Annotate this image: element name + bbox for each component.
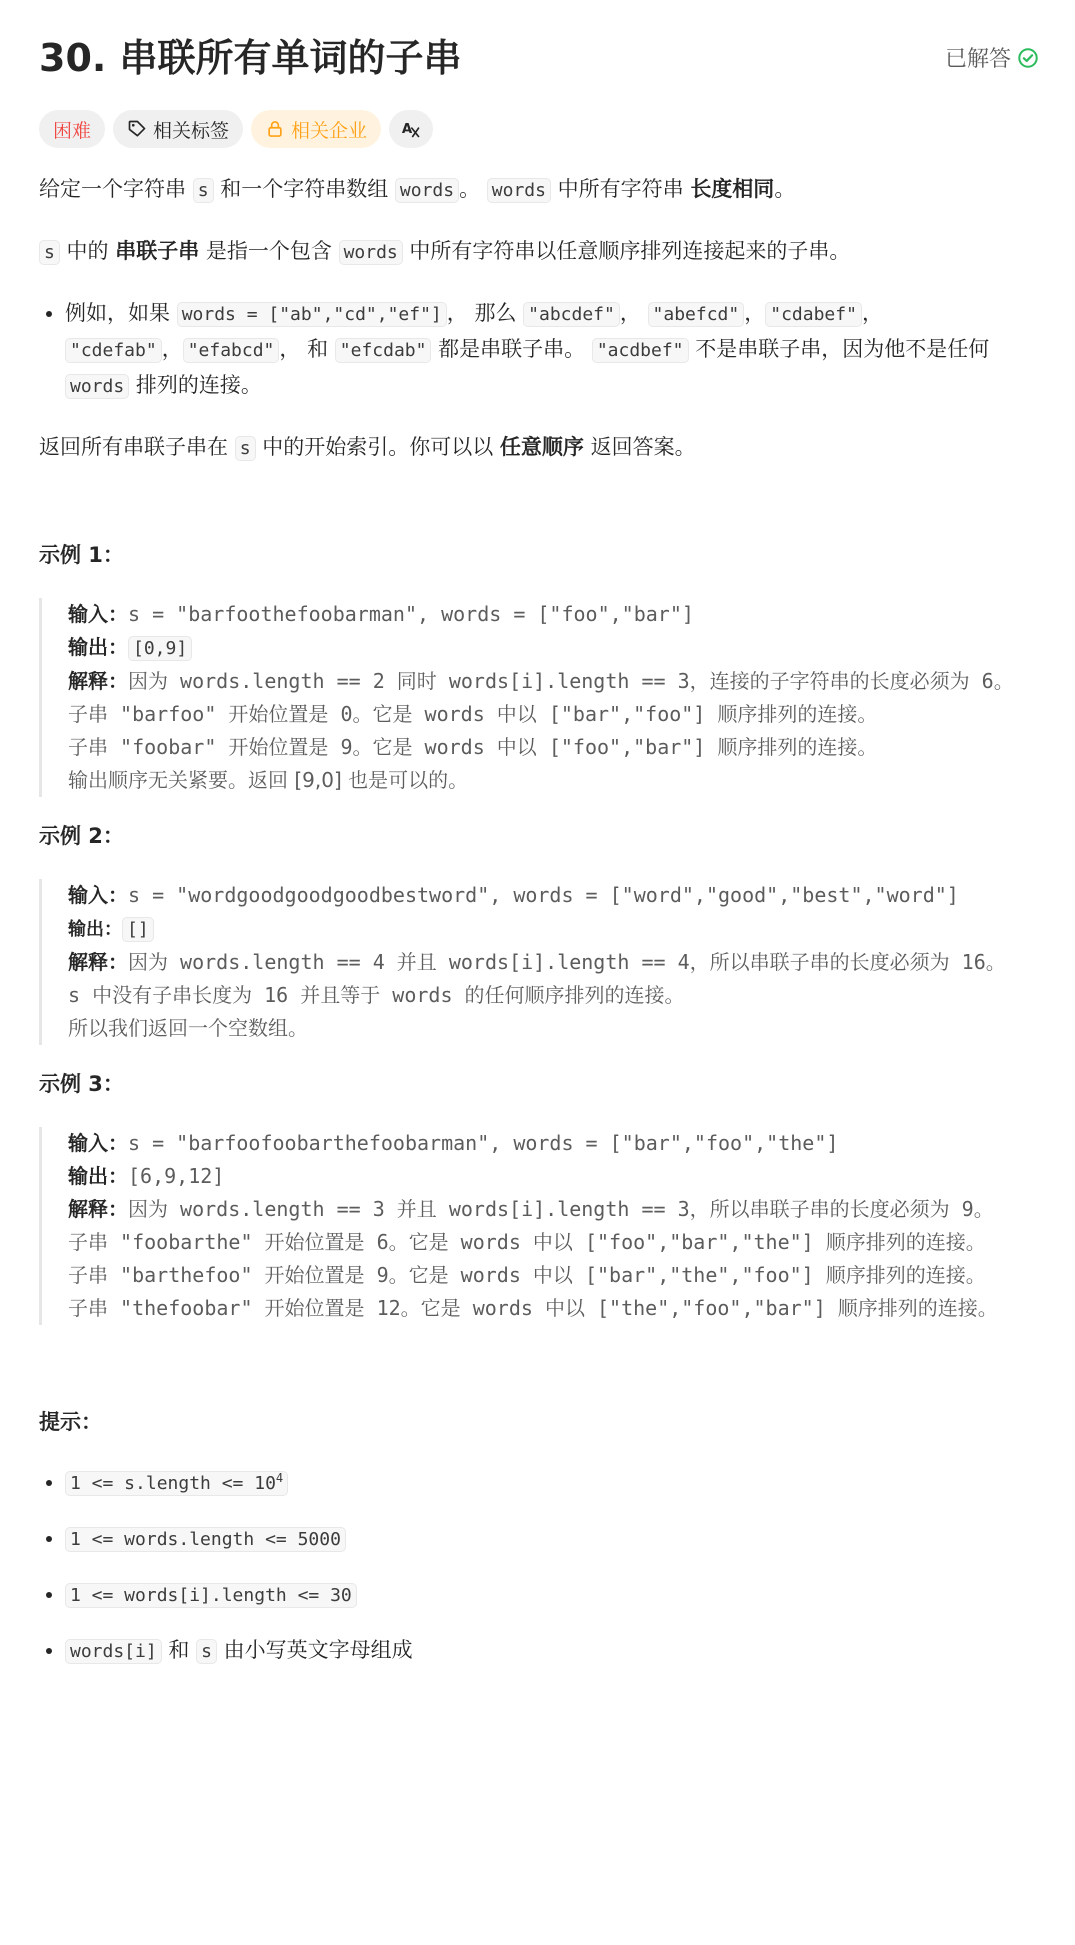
inline-code: words bbox=[339, 240, 403, 265]
inline-code: "cdabef" bbox=[765, 302, 862, 327]
inline-code: "efabcd" bbox=[183, 338, 280, 363]
text: 由小写英文字母组成 bbox=[216, 1638, 413, 1662]
text: 中的 bbox=[59, 239, 116, 263]
problem-header bbox=[39, 30, 1039, 90]
text: 中所有字符串以任意顺序排列连接起来的子串。 bbox=[402, 239, 851, 263]
constraint-item bbox=[65, 1521, 1039, 1557]
problem-description bbox=[39, 172, 1039, 1689]
example-1-output bbox=[68, 631, 1039, 665]
output-label: 输出： bbox=[68, 919, 122, 940]
explanation-line: s 中没有子串长度为 16 并且等于 words 的任何顺序排列的连接。 bbox=[68, 983, 685, 1007]
inline-code: s bbox=[39, 240, 60, 265]
text: ， 和 bbox=[279, 337, 335, 361]
text: 返回答案。 bbox=[583, 435, 696, 459]
tag-icon bbox=[127, 119, 147, 139]
text: ， bbox=[744, 301, 766, 325]
explanation-label: 解释： bbox=[68, 1197, 128, 1221]
example-3-explanation bbox=[68, 1193, 1039, 1226]
inline-code: 1 <= words.length <= 5000 bbox=[65, 1527, 346, 1552]
input-label: 输入： bbox=[68, 1131, 128, 1155]
input-label: 输入： bbox=[68, 602, 128, 626]
explanation-label: 解释： bbox=[68, 950, 128, 974]
inline-code: words bbox=[487, 178, 551, 203]
inline-code: "cdefab" bbox=[65, 338, 162, 363]
tag-row bbox=[39, 110, 433, 148]
text: 都是串联子串。 bbox=[431, 337, 592, 361]
text: 和 bbox=[161, 1638, 197, 1662]
inline-code: "efcdab" bbox=[335, 338, 432, 363]
description-paragraph-3 bbox=[39, 430, 1039, 466]
svg-text:A: A bbox=[401, 122, 413, 138]
text: 例如，如果 bbox=[65, 301, 177, 325]
explanation-line: 子串 "foobar" 开始位置是 9。它是 words 中以 ["foo","bar"] 顺序排列的连接。 bbox=[68, 735, 878, 759]
example-1-explanation bbox=[68, 665, 1039, 698]
explanation-line: 因为 words.length == 2 同时 words[i].length == 3，连接的子字符串的长度必须为 6。 bbox=[128, 669, 1014, 693]
inline-code: words = ["ab","cd","ef"] bbox=[177, 302, 447, 327]
output-value: [] bbox=[122, 917, 154, 942]
example-1-title: 示例 1： bbox=[39, 543, 124, 567]
example-2-input bbox=[68, 879, 1039, 912]
explanation-line: 所以我们返回一个空数组。 bbox=[68, 1016, 308, 1040]
text: ， bbox=[861, 301, 883, 325]
input-value: s = "barfoothefoobarman", words = ["foo","bar"] bbox=[128, 602, 694, 626]
related-tags-label: 相关标签 bbox=[153, 119, 230, 142]
example-2-explanation bbox=[68, 946, 1039, 979]
description-example-list bbox=[39, 296, 1039, 404]
inline-code: words[i] bbox=[65, 1639, 162, 1664]
bold-text: 任意顺序 bbox=[499, 435, 584, 459]
related-tags-button[interactable] bbox=[113, 110, 243, 148]
explanation-line: 因为 words.length == 3 并且 words[i].length == 3，所以串联子串的长度必须为 9。 bbox=[128, 1197, 994, 1221]
description-paragraph-1 bbox=[39, 172, 1039, 208]
bold-text: 串联子串 bbox=[115, 239, 200, 263]
constraints-list bbox=[39, 1461, 1039, 1669]
difficulty-badge[interactable]: 困难 bbox=[39, 110, 105, 148]
explanation-line: 子串 "barthefoo" 开始位置是 9。它是 words 中以 ["bar","the","foo"] 顺序排列的连接。 bbox=[68, 1263, 986, 1287]
example-2-block bbox=[39, 879, 1039, 1045]
inline-code: "abcdef" bbox=[523, 302, 620, 327]
text: ， bbox=[161, 337, 183, 361]
translate-button[interactable] bbox=[389, 110, 433, 148]
output-value: [6,9,12] bbox=[128, 1164, 225, 1188]
text: 。 bbox=[459, 177, 487, 201]
text: 给定一个字符串 bbox=[39, 177, 193, 201]
solved-label: 已解答 bbox=[944, 47, 1011, 72]
constraint-text: 1 <= s.length <= 10 bbox=[70, 1473, 276, 1494]
inline-code: 1 <= words[i].length <= 30 bbox=[65, 1583, 357, 1608]
inline-code: words bbox=[65, 374, 129, 399]
constraint-item bbox=[65, 1577, 1039, 1613]
description-paragraph-2 bbox=[39, 234, 1039, 270]
explanation-line: 输出顺序无关紧要。返回 [9,0] 也是可以的。 bbox=[68, 768, 469, 792]
output-label: 输出： bbox=[68, 635, 128, 659]
text: 。 bbox=[774, 177, 796, 201]
inline-code: s bbox=[196, 1639, 217, 1664]
text: 和一个字符串数组 bbox=[213, 177, 395, 201]
constraint-item bbox=[65, 1461, 1039, 1501]
example-3-block bbox=[39, 1127, 1039, 1325]
text: 返回所有串联子串在 bbox=[39, 435, 235, 459]
input-value: s = "wordgoodgoodgoodbestword", words = ["word","good","best","word"] bbox=[128, 883, 959, 907]
inline-code: words bbox=[395, 178, 459, 203]
example-1-input bbox=[68, 598, 1039, 631]
list-item bbox=[65, 296, 1039, 404]
text: 不是串联子串，因为他不是任何 bbox=[688, 337, 990, 361]
example-3-output bbox=[68, 1160, 1039, 1193]
explanation-label: 解释： bbox=[68, 669, 128, 693]
example-2-title: 示例 2： bbox=[39, 824, 124, 848]
superscript: 4 bbox=[275, 1471, 284, 1485]
lock-icon bbox=[265, 119, 285, 139]
input-value: s = "barfoofoobarthefoobarman", words = ["bar","foo","the"] bbox=[128, 1131, 839, 1155]
inline-code: "acdbef" bbox=[592, 338, 689, 363]
explanation-line: 子串 "barfoo" 开始位置是 0。它是 words 中以 ["bar","foo"] 顺序排列的连接。 bbox=[68, 702, 878, 726]
explanation-line: 子串 "thefoobar" 开始位置是 12。它是 words 中以 ["the","foo","bar"] 顺序排列的连接。 bbox=[68, 1296, 998, 1320]
text: 中的开始索引。你可以以 bbox=[255, 435, 500, 459]
example-2-output bbox=[68, 912, 1039, 946]
text: 是指一个包含 bbox=[199, 239, 339, 263]
explanation-line: 因为 words.length == 4 并且 words[i].length == 4，所以串联子串的长度必须为 16。 bbox=[128, 950, 1006, 974]
related-companies-label: 相关企业 bbox=[291, 119, 368, 142]
example-3-input bbox=[68, 1127, 1039, 1160]
output-label: 输出： bbox=[68, 1164, 128, 1188]
related-companies-button[interactable] bbox=[251, 110, 381, 148]
bold-text: 长度相同 bbox=[690, 177, 775, 201]
input-label: 输入： bbox=[68, 883, 128, 907]
text: 排列的连接。 bbox=[129, 373, 262, 397]
text: 中所有字符串 bbox=[550, 177, 691, 201]
inline-code: "abefcd" bbox=[648, 302, 745, 327]
explanation-line: 子串 "foobarthe" 开始位置是 6。它是 words 中以 ["foo","bar","the"] 顺序排列的连接。 bbox=[68, 1230, 986, 1254]
example-1-block bbox=[39, 598, 1039, 797]
inline-code: s bbox=[193, 178, 214, 203]
constraints-title: 提示： bbox=[39, 1410, 102, 1434]
text: ， 那么 bbox=[446, 301, 524, 325]
inline-code bbox=[65, 1471, 288, 1496]
output-value: [0,9] bbox=[128, 636, 192, 661]
example-3-title: 示例 3： bbox=[39, 1072, 124, 1096]
constraint-item bbox=[65, 1633, 1039, 1669]
check-circle-icon bbox=[1017, 47, 1039, 69]
solved-status[interactable] bbox=[945, 42, 1039, 73]
text: ， bbox=[619, 301, 648, 325]
translate-icon bbox=[401, 119, 421, 139]
inline-code: s bbox=[235, 436, 256, 461]
problem-title: 30. 串联所有单词的子串 bbox=[39, 36, 462, 80]
